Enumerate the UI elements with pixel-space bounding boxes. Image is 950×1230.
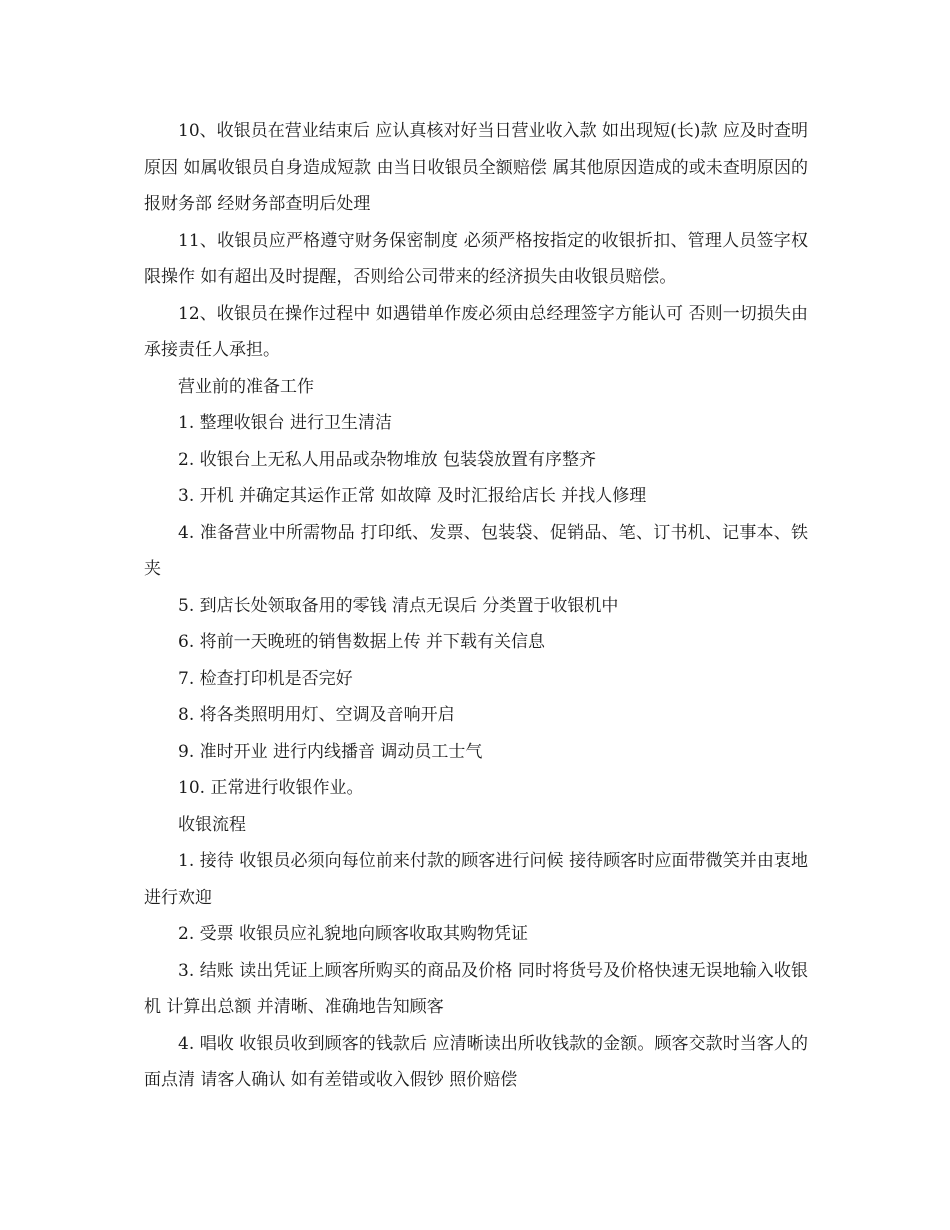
section-heading-cashier-process: 收银流程 xyxy=(178,814,246,835)
paragraph-rule-11: 11、收银员应严格遵守财务保密制度 必须严格按指定的收银折扣、管理人员签字权限操作 如有超出及时提醒，否则给公司带来的经济损失由收银员赔偿。 xyxy=(144,230,808,287)
document-body xyxy=(144,113,808,1099)
list-item-prep-2: 2. 收银台上无私人用品或杂物堆放 包装袋放置有序整齐 xyxy=(178,449,597,470)
list-item-prep-7: 7. 检查打印机是否完好 xyxy=(178,668,353,689)
list-item-prep-3: 3. 开机 并确定其运作正常 如故障 及时汇报给店长 并找人修理 xyxy=(178,486,647,506)
list-item-prep-6: 6. 将前一天晚班的销售数据上传 并下载有关信息 xyxy=(178,632,546,652)
list-item-prep-4: 4. 准备营业中所需物品 打印纸、发票、包装袋、促销品、笔、订书机、记事本、铁夹 xyxy=(144,522,808,579)
list-item-process-2: 2. 受票 收银员应礼貌地向顾客收取其购物凭证 xyxy=(178,924,529,944)
list-item-prep-8: 8. 将各类照明用灯、空调及音响开启 xyxy=(178,705,455,725)
paragraph-rule-12: 12、收银员在操作过程中 如遇错单作废必须由总经理签字方能认可 否则一切损失由承接责任人承担。 xyxy=(144,303,808,360)
list-item-process-3: 3. 结账 读出凭证上顾客所购买的商品及价格 同时将货号及价格快速无误地输入收银机 计算出总额 并清晰、准确地告知顾客 xyxy=(144,960,808,1017)
list-item-prep-9: 9. 准时开业 进行内线播音 调动员工士气 xyxy=(178,741,483,762)
list-item-prep-5: 5. 到店长处领取备用的零钱 清点无误后 分类置于收银机中 xyxy=(178,595,619,616)
list-item-prep-10: 10. 正常进行收银作业。 xyxy=(178,778,364,798)
section-heading-preparation: 营业前的准备工作 xyxy=(178,376,314,397)
list-item-process-1: 1. 接待 收银员必须向每位前来付款的顾客进行问候 接待顾客时应面带微笑并由衷地进行欢迎 xyxy=(144,851,808,908)
list-item-process-4: 4. 唱收 收银员收到顾客的钱款后 应清晰读出所收钱款的金额。顾客交款时当客人的面点清 请客人确认 如有差错或收入假钞 照价赔偿 xyxy=(144,1033,808,1090)
paragraph-rule-10: 10、收银员在营业结束后 应认真核对好当日营业收入款 如出现短(长)款 应及时查明原因 如属收银员自身造成短款 由当日收银员全额赔偿 属其他原因造成的或未查明原因的 报财务部 经财务部查明后处理 xyxy=(144,121,808,214)
list-item-prep-1: 1. 整理收银台 进行卫生清洁 xyxy=(178,413,393,433)
